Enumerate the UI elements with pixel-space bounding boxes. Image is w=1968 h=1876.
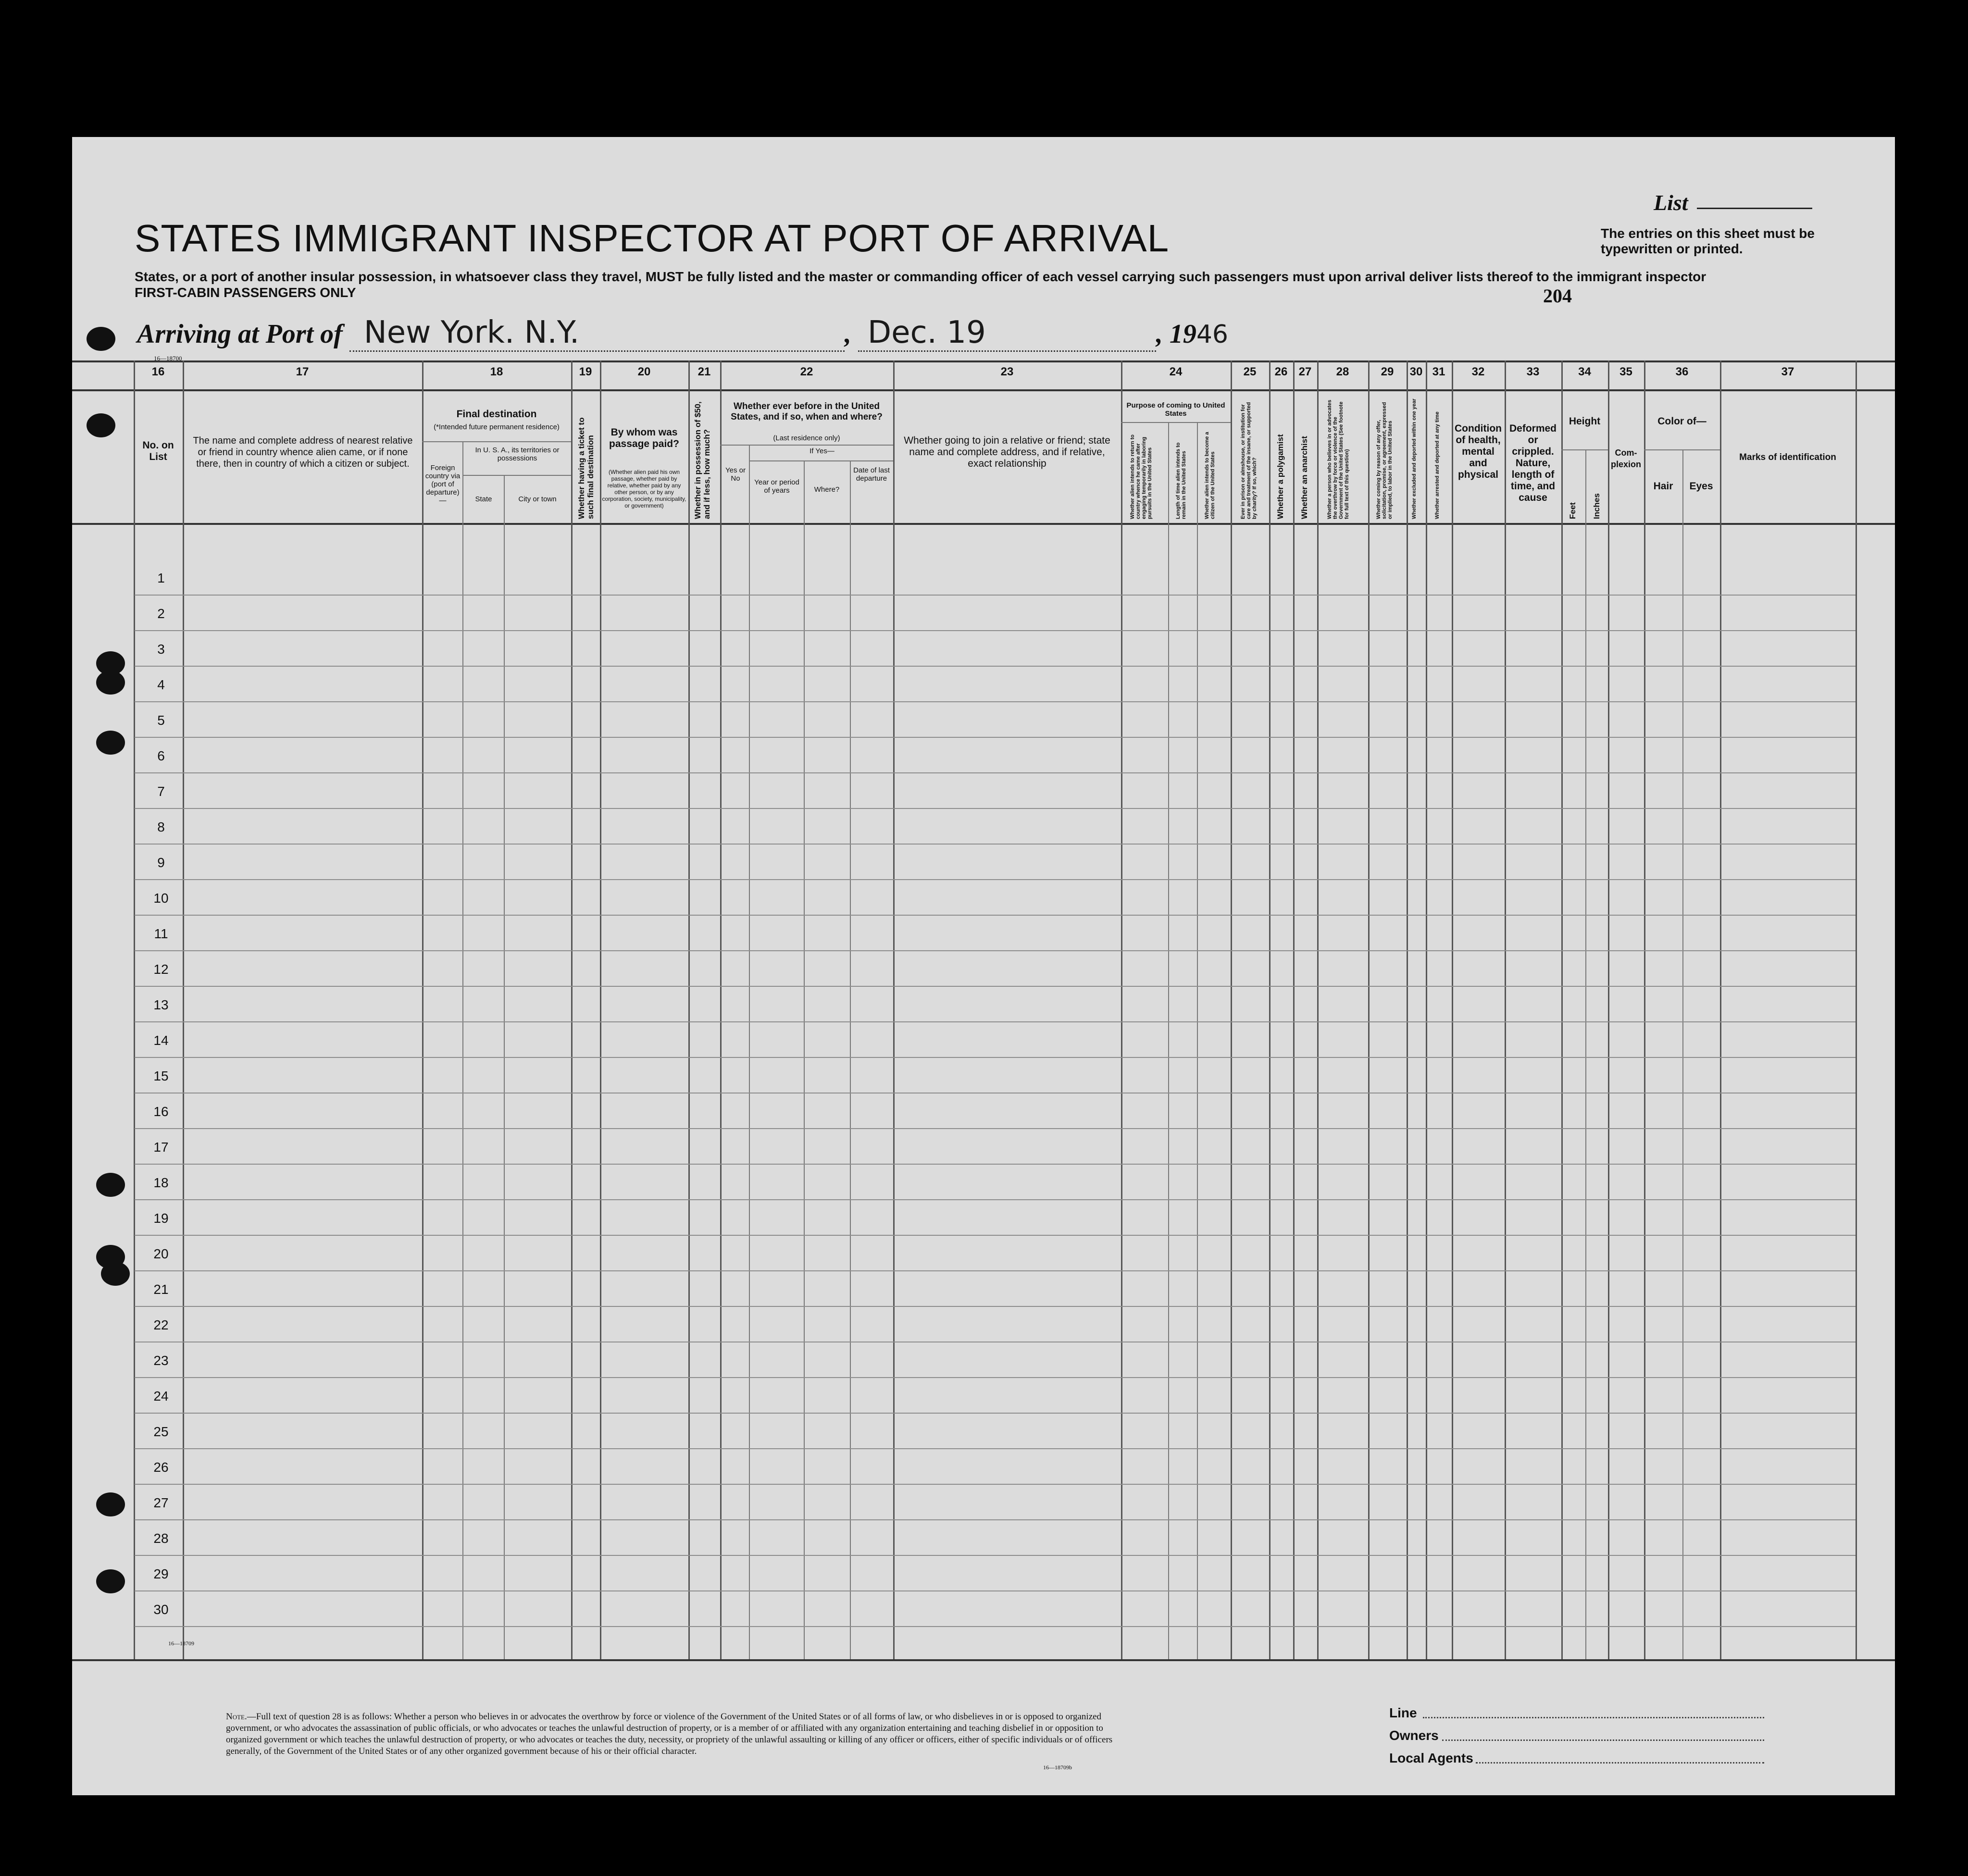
row-number: 29 (153, 1566, 169, 1581)
col-line (1608, 360, 1609, 1659)
header-fifty-dollars: Whether in possession of $50, and if less, how much? (693, 401, 711, 519)
agents-field (1476, 1762, 1764, 1764)
owners-label: Owners (1389, 1728, 1439, 1743)
header-state: State (475, 495, 492, 503)
col-number: 37 (1781, 365, 1794, 378)
table-row (135, 950, 1856, 951)
row-number: 9 (157, 855, 165, 870)
table-top-border (72, 360, 1895, 362)
col-number: 34 (1578, 365, 1591, 378)
col-line (1168, 423, 1169, 1659)
table-row (135, 1519, 1856, 1520)
col-number: 26 (1274, 365, 1288, 378)
header-inches: Inches (1592, 493, 1601, 519)
col-line (1505, 360, 1506, 1659)
col-line (720, 360, 722, 1659)
col-line (1452, 360, 1453, 1659)
row-number: 7 (157, 784, 165, 799)
table-row (135, 1484, 1856, 1485)
table-row (135, 1306, 1856, 1307)
row-number: 5 (157, 713, 165, 728)
header-offer: Whether coming by reason of any offer, solicitation, promise, or agreement, expressed or implied, to labor in the United States (1376, 402, 1393, 519)
punch-hole (87, 413, 115, 437)
table-row (135, 879, 1856, 880)
sheet-number: 204 (1543, 285, 1572, 307)
header-deformed: Deformed or crippled. Nature, length of time, and cause (1509, 423, 1557, 503)
header-ever-before: Whether ever before in the United States, and if so, when and where? (731, 401, 883, 422)
row-number: 10 (153, 891, 169, 906)
header-where: Where? (814, 485, 840, 494)
line-label: Line (1389, 1705, 1417, 1720)
list-number-line (1697, 208, 1812, 209)
row-number: 28 (153, 1531, 169, 1546)
header-foreign-country: Foreign country via (port of departure)— (425, 464, 461, 505)
line-field (1423, 1717, 1764, 1718)
header-passage-paid-note: (Whether alien paid his own passage, whether paid by relative, whether paid by any other person, or by any corporation, society, municipality, or government) (602, 469, 686, 509)
table-bottom-border (72, 1659, 1895, 1661)
table-row (135, 915, 1856, 916)
header-final-destination: Final destination (456, 409, 537, 420)
col-line (1561, 360, 1563, 1659)
row-number: 12 (153, 962, 169, 977)
col-line (850, 461, 851, 1659)
table-row (135, 630, 1856, 631)
col-line (183, 360, 184, 1659)
header-marks: Marks of identification (1739, 452, 1836, 462)
col-number: 30 (1409, 365, 1423, 378)
punch-hole (101, 1262, 130, 1286)
table-row (135, 1235, 1856, 1236)
year-suffix: 46 (1196, 320, 1228, 349)
row-number: 21 (153, 1282, 169, 1297)
table-row (135, 1448, 1856, 1449)
row-number: 3 (157, 642, 165, 657)
sub-header-line (1644, 449, 1720, 450)
table-row (135, 1057, 1856, 1058)
header-health: Condition of health, mental and physical (1455, 423, 1502, 480)
col-line (893, 360, 895, 1659)
table-row (135, 1590, 1856, 1591)
row-number: 6 (157, 748, 165, 763)
row-number: 22 (153, 1317, 169, 1332)
header-no-on-list: No. on List (142, 440, 174, 462)
col-number: 18 (490, 365, 503, 378)
class-line: FIRST-CABIN PASSENGERS ONLY (135, 285, 356, 300)
table-row (135, 772, 1856, 773)
row-number: 16 (153, 1104, 169, 1119)
col-line (1231, 360, 1232, 1659)
col-number: 31 (1432, 365, 1445, 378)
col-number: 28 (1336, 365, 1349, 378)
col-line (1293, 360, 1295, 1659)
footnote-label: Note. (226, 1712, 247, 1722)
agents-label: Local Agents (1389, 1751, 1473, 1765)
header-excluded: Whether excluded and deported within one year (1411, 398, 1417, 519)
sub-header-line (1561, 449, 1608, 450)
footnote-text: —Full text of question 28 is as follows: Whether a person who believes in or advocates the overthrow by force or violence of the Government of the United States or of all forms of law, or who disbelieves in or is opposed to organized government, or who advocates the assassination of public officials, or who advocates or teaches the unlawful destruction of property, or is a member of or affiliated with any organization entertaining and teaching disbelief in or opposition to organized government or which teaches the unlawful destruction of property, or who advocates or teaches the duty, necessity, or propriety of the unlawful assaulting or killing of any officer or officers, either of specific individuals or of officers generally, of the Government of the United States or of any other organized government because of his or their official character. (226, 1712, 1113, 1756)
arriving-line: Arriving at Port of New York. N.Y. , Dec. 19 , 1946 (137, 315, 1228, 352)
sub-header-line (720, 445, 893, 446)
col-line (1856, 360, 1857, 1659)
table-row (135, 1413, 1856, 1414)
punch-hole (96, 731, 125, 755)
header-anarchist: Whether an anarchist (1300, 436, 1309, 519)
col-number: 35 (1619, 365, 1632, 378)
header-yes-no: Yes or No (725, 466, 746, 483)
row-number: 13 (153, 997, 169, 1012)
col-line (1269, 360, 1270, 1659)
header-nearest-relative: The name and complete address of nearest relative or friend in country whence alien came, or if none there, then in country of which a citizen or subject. (193, 435, 413, 469)
col-number: 23 (1000, 365, 1014, 378)
col-number: 20 (637, 365, 651, 378)
col-line (804, 461, 805, 1659)
table-row (135, 1021, 1856, 1022)
table-row (135, 844, 1856, 845)
header-in-usa: In U. S. A., its territories or possessions (475, 446, 560, 462)
header-ever-before-note: (Last residence only) (773, 434, 840, 442)
header-arrested: Whether arrested and deported at any time (1434, 411, 1440, 519)
table-row (135, 986, 1856, 987)
owners-field (1442, 1739, 1764, 1741)
footnote-code: 16—18709b (1043, 1764, 1072, 1771)
col-number: 17 (296, 365, 309, 378)
col-line (134, 360, 135, 1659)
port-value: New York. N.Y. (349, 315, 845, 352)
date-value: Dec. 19 (858, 315, 1156, 352)
col-line (688, 360, 690, 1659)
table-row (135, 1199, 1856, 1200)
col-number: 25 (1243, 365, 1257, 378)
sub-header-line (1121, 422, 1231, 423)
row-number: 11 (154, 926, 168, 941)
punch-hole (87, 327, 115, 351)
table-row (135, 1270, 1856, 1271)
row-number: 30 (153, 1602, 169, 1617)
header-final-destination-note: (*Intended future permanent residence) (434, 423, 560, 431)
header-bottom-border (72, 523, 1895, 525)
row-number: 1 (157, 571, 165, 585)
header-complexion: Complexion (1610, 448, 1641, 469)
row-number: 24 (153, 1389, 169, 1404)
col-line (600, 360, 601, 1659)
table-row (135, 1555, 1856, 1556)
header-overthrow: Whether a person who believes in or advocates the overthrow by force or violence of the Government of the United States (See footnote for full text of this question) (1327, 399, 1350, 519)
header-purpose: Purpose of coming to United States (1126, 401, 1225, 418)
row-number: 18 (153, 1175, 169, 1190)
col-line (1426, 360, 1427, 1659)
col-number: 29 (1381, 365, 1394, 378)
row-number: 17 (153, 1140, 169, 1155)
header-prison: Ever in prison or almshouse, or institution for care and treatment of the insane, or supported by charity? If so, which? (1240, 402, 1258, 519)
col-number: 21 (698, 365, 711, 378)
sub-header-line (422, 441, 571, 442)
row-number: 20 (153, 1246, 169, 1261)
row-number: 27 (153, 1495, 169, 1510)
arriving-label: Arriving at Port of (137, 319, 343, 349)
col-number: 32 (1471, 365, 1485, 378)
header-join-relative: Whether going to join a relative or friend; state name and complete address, and if relative, exact relationship (904, 435, 1110, 469)
row-number: 19 (153, 1211, 169, 1226)
col-line (571, 360, 573, 1659)
row-number: 8 (157, 820, 165, 834)
manifest-sheet (72, 137, 1895, 1795)
col-line (1197, 423, 1198, 1659)
header-color-of: Color of— (1657, 416, 1706, 427)
row-number: 4 (157, 677, 165, 692)
header-if-yes: If Yes— (810, 447, 835, 455)
header-year: Year or period of years (754, 478, 799, 495)
col-line (1317, 360, 1319, 1659)
col-number: 36 (1675, 365, 1689, 378)
col-number: 33 (1526, 365, 1540, 378)
punch-hole (96, 1569, 125, 1593)
table-row (135, 808, 1856, 809)
header-purpose-length: Length of time alien intends to remain in the United States (1175, 442, 1187, 519)
header-feet: Feet (1568, 502, 1577, 519)
entries-note: The entries on this sheet must be typewritten or printed. (1601, 226, 1815, 256)
table-row (135, 1128, 1856, 1129)
col-line (1720, 360, 1721, 1659)
year-prefix: 19 (1169, 319, 1196, 349)
footnote (226, 1711, 1120, 1757)
header-hair: Hair (1653, 481, 1673, 492)
row-number: 14 (153, 1033, 169, 1048)
column-number-border (72, 389, 1895, 391)
sub-header-line (749, 460, 893, 461)
sub-header-line (462, 475, 571, 476)
form-code: 16—18700 (154, 355, 182, 362)
col-line (1368, 360, 1370, 1659)
punch-hole (96, 1173, 125, 1197)
row-number: 2 (157, 606, 165, 621)
col-line (1644, 360, 1645, 1659)
row-number: 25 (153, 1424, 169, 1439)
page-title: STATES IMMIGRANT INSPECTOR AT PORT OF ARRIVAL (135, 217, 1170, 260)
col-line (422, 360, 423, 1659)
header-purpose-return: Whether alien intends to return to country whence he came after engaging temporarily in laboring pursuits in the United States (1130, 434, 1153, 519)
col-line (504, 476, 505, 1659)
table-row (135, 1626, 1856, 1627)
col-number: 16 (151, 365, 165, 378)
col-line (1407, 360, 1408, 1659)
table-row (135, 701, 1856, 702)
table-row (135, 737, 1856, 738)
row-number: 23 (153, 1353, 169, 1368)
row-number: 15 (153, 1068, 169, 1083)
col-number: 19 (579, 365, 592, 378)
list-label: List (1654, 190, 1688, 215)
header-date-departure: Date of last departure (853, 466, 890, 483)
table-row (135, 666, 1856, 667)
punch-hole (96, 1492, 125, 1516)
punch-hole (96, 671, 125, 695)
header-passage-paid: By whom was passage paid? (609, 427, 679, 449)
row-number: 26 (153, 1460, 169, 1475)
header-polygamist: Whether a polygamist (1276, 434, 1285, 519)
col-line (749, 445, 750, 1659)
table-row (135, 595, 1856, 596)
header-city: City or town (518, 495, 557, 503)
col-number: 22 (800, 365, 813, 378)
table-row (135, 1377, 1856, 1378)
header-ticket: Whether having a ticket to such final destination (577, 417, 595, 519)
header-height: Height (1569, 416, 1601, 427)
col-line (1121, 360, 1122, 1659)
header-purpose-citizen: Whether alien intends to become a citizen of the United States (1204, 432, 1216, 519)
instructions-line: States, or a port of another insular possession, in whatsoever class they travel, MUST be fully listed and the master or commanding officer of each vessel carrying such passengers must upon arrival deliver lists thereof to the immigrant inspector (135, 269, 1706, 284)
header-eyes: Eyes (1689, 481, 1713, 492)
table-row (135, 1164, 1856, 1165)
col-line (462, 442, 463, 1659)
col-number: 27 (1298, 365, 1312, 378)
bottom-form-code: 16—18709 (168, 1640, 194, 1647)
col-number: 24 (1169, 365, 1183, 378)
